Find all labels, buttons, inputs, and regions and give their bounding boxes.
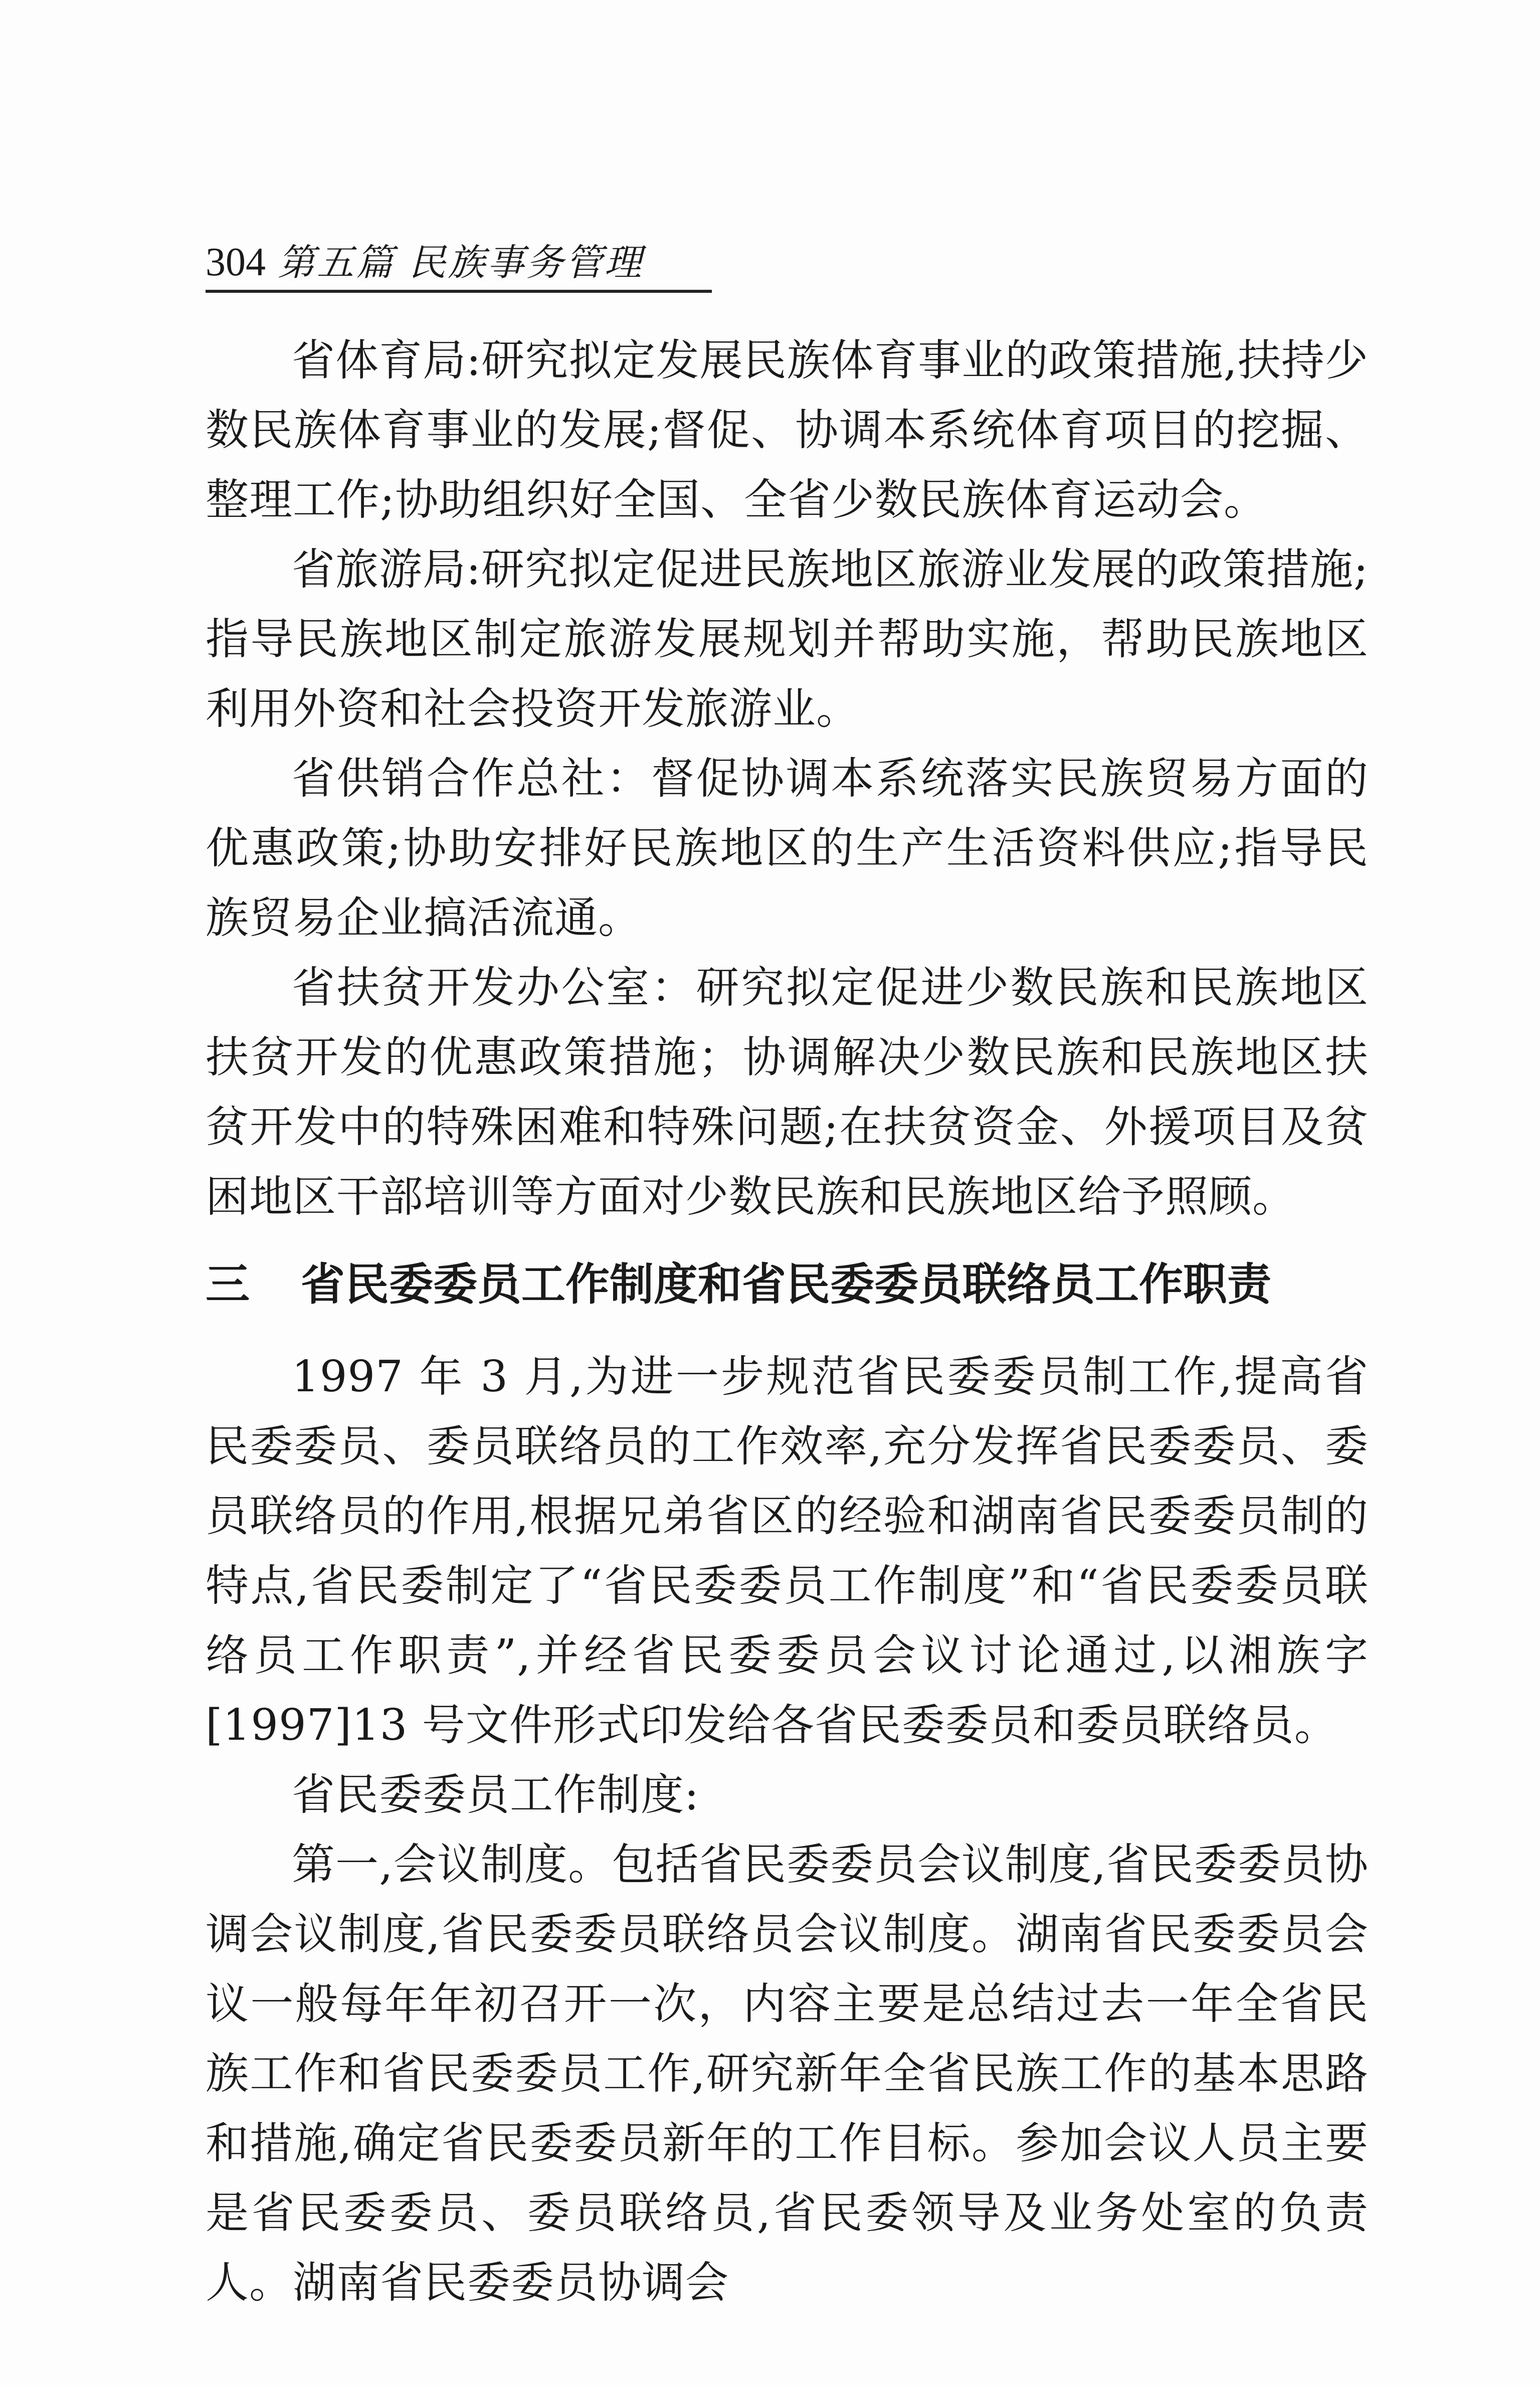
paragraph-poverty-office: 省扶贫开发办公室：研究拟定促进少数民族和民族地区扶贫开发的优惠政策措施；协调解决少数民族和民族地区扶贫开发中的特殊困难和特殊问题;在扶贫资金、外援项目及贫困地区干部培训等方面对少数民族和民族地区给予照顾。: [206, 963, 1369, 1222]
paragraph-meeting-system: 第一,会议制度。包括省民委委员会议制度,省民委委员协调会议制度,省民委委员联络员会议制度。湖南省民委委员会议一般每年年初召开一次，内容主要是总结过去一年全省民族工作和省民委委员工作,研究新年全省民族工作的基本思路和措施,确定省民委委员新年的工作目标。参加会议人员主要是省民委委员、委员联络员,省民委领导及业务处室的负责人。湖南省民委委员协调会: [206, 1840, 1369, 2308]
paragraph-1997-regulation: 1997 年 3 月,为进一步规范省民委委员制工作,提高省民委委员、委员联络员的工作效率,充分发挥省民委委员、委员联络员的作用,根据兄弟省区的经验和湖南省民委委员制的特点,省民委制定了“省民委委员工作制度”和“省民委委员联络员工作职责”,并经省民委委员会议讨论通过,以湘族字[1997]13 号文件形式印发给各省民委委员和委员联络员。: [206, 1352, 1369, 1750]
section-number: 三: [206, 1258, 250, 1310]
paragraph-sports-bureau: 省体育局:研究拟定发展民族体育事业的政策措施,扶持少数民族体育事业的发展;督促、协调本系统体育项目的挖掘、整理工作;协助组织好全国、全省少数民族体育运动会。: [206, 335, 1369, 525]
running-head-title: 第五篇 民族事务管理: [278, 241, 644, 284]
page-number: 304: [206, 240, 266, 284]
paragraph-work-system-label: 省民委委员工作制度:: [292, 1770, 699, 1820]
body-text: [206, 326, 1369, 2318]
paragraph-supply-cooperative: 省供销合作总社：督促协调本系统落实民族贸易方面的优惠政策;协助安排好民族地区的生产生活资料供应;指导民族贸易企业搞活流通。: [206, 754, 1369, 943]
paragraph-tourism-bureau: 省旅游局:研究拟定促进民族地区旅游业发展的政策措施;指导民族地区制定旅游发展规划并帮助实施，帮助民族地区利用外资和社会投资开发旅游业。: [206, 544, 1369, 734]
running-head: [206, 235, 712, 293]
section-heading: [206, 1247, 1369, 1322]
section-title: 省民委委员工作制度和省民委委员联络员工作职责: [301, 1258, 1272, 1310]
